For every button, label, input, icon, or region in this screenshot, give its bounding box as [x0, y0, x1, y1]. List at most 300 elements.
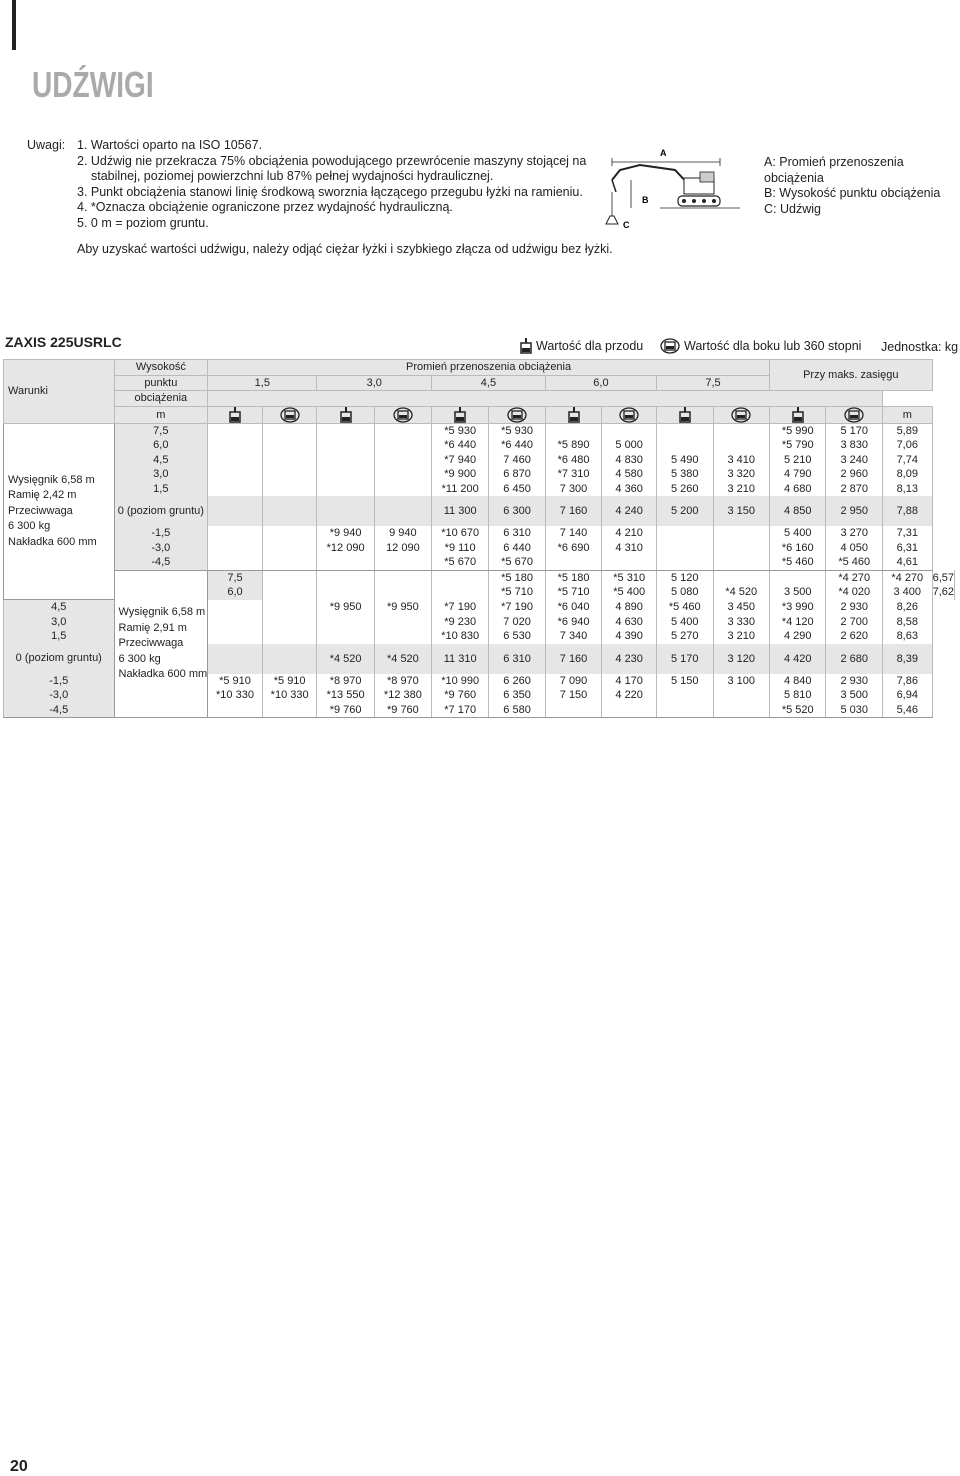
height-cell: 7,5 [114, 423, 208, 438]
table-row [4, 496, 955, 526]
value-cell: 5 200 [657, 496, 713, 526]
value-cell [317, 453, 374, 468]
value-cell [713, 555, 769, 570]
side-360-icon [602, 406, 657, 423]
value-cell: *4 520 [374, 644, 431, 674]
front-icon [770, 406, 826, 423]
value-cell: 3 830 [826, 438, 882, 453]
value-cell: *7 940 [432, 453, 489, 468]
value-cell: 4 310 [602, 541, 657, 556]
radius-6-0: 6,0 [545, 375, 656, 391]
height-cell: 4,5 [4, 600, 115, 615]
value-cell [374, 629, 431, 644]
value-cell [657, 703, 713, 718]
side-360-icon [374, 406, 431, 423]
value-cell: 3 210 [713, 629, 769, 644]
side-360-icon [262, 406, 317, 423]
value-cell [432, 585, 489, 600]
value-cell: 6,57 [932, 571, 954, 584]
value-cell: 12 090 [374, 541, 431, 556]
value-cell: 3 100 [713, 674, 769, 689]
value-cell: 6 300 [489, 496, 545, 526]
value-cell [262, 482, 317, 497]
value-cell: 2 700 [826, 615, 882, 630]
value-cell: 4 790 [770, 467, 826, 482]
value-cell: *5 180 [489, 570, 545, 585]
condition-line: Ramię 2,91 m [118, 621, 187, 634]
value-cell: 3 320 [713, 467, 769, 482]
value-cell: *5 930 [432, 423, 489, 438]
value-cell: *6 480 [545, 453, 601, 468]
value-cell: 3 500 [826, 688, 882, 703]
value-cell: 6,94 [882, 688, 932, 703]
max-reach-unit: m [882, 406, 932, 423]
value-cell [545, 423, 601, 438]
value-cell: 4 210 [602, 526, 657, 541]
value-cell: 7 160 [545, 496, 601, 526]
value-cell: 4 420 [770, 644, 826, 674]
value-cell: *7 190 [432, 600, 489, 615]
height-header-4: m [114, 406, 208, 423]
value-cell: *5 890 [545, 438, 601, 453]
value-cell: *9 110 [432, 541, 489, 556]
note-item: 3. Punkt obciążenia stanowi linię środkową sworznia łączącego przegubu łyżki na ramieniu. [77, 184, 583, 199]
table-row [4, 570, 955, 585]
height-cell: 3,0 [114, 467, 208, 482]
value-cell: 6,31 [882, 541, 932, 556]
value-cell [602, 703, 657, 718]
value-cell: 4 850 [770, 496, 826, 526]
value-cell [317, 482, 374, 497]
model-name: ZAXIS 225USRLC [5, 334, 122, 350]
value-cell: 6 450 [489, 482, 545, 497]
value-cell [317, 438, 374, 453]
value-cell: 3 330 [713, 615, 769, 630]
value-cell [770, 570, 826, 585]
value-cell: 5 170 [657, 644, 713, 674]
value-cell [374, 555, 431, 570]
value-cell: *8 970 [374, 674, 431, 689]
front-value-legend [520, 338, 643, 354]
value-cell [713, 703, 769, 718]
value-cell [657, 555, 713, 570]
radius-7-5: 7,5 [657, 375, 770, 391]
value-cell: 4 680 [770, 482, 826, 497]
notes-list [77, 138, 617, 231]
value-cell: 4 220 [602, 688, 657, 703]
value-cell: 5 400 [657, 615, 713, 630]
value-cell: *5 670 [489, 555, 545, 570]
value-cell [317, 467, 374, 482]
value-cell: *8 970 [317, 674, 374, 689]
value-cell: 4 170 [602, 674, 657, 689]
value-cell [208, 482, 263, 497]
radius-3-0: 3,0 [317, 375, 432, 391]
page-title: UDŹWIGI [32, 64, 154, 105]
value-cell: 6 260 [489, 674, 545, 689]
value-cell: 5 270 [657, 629, 713, 644]
diagram-legend [764, 155, 960, 217]
value-cell: 4 840 [770, 674, 826, 689]
table-row [4, 453, 955, 468]
value-cell [317, 496, 374, 526]
side-360-icon [489, 406, 545, 423]
note-item: 5. 0 m = poziom gruntu. [77, 215, 209, 230]
value-cell [317, 423, 374, 438]
value-cell [208, 423, 263, 438]
table-row [4, 482, 955, 497]
value-cell: 6 580 [489, 703, 545, 718]
value-cell [208, 438, 263, 453]
value-cell: 4 630 [602, 615, 657, 630]
value-cell: 5 490 [657, 453, 713, 468]
label-c: C [623, 220, 630, 230]
condition-line: Przeciwwaga [118, 637, 184, 649]
value-cell: 8,13 [882, 482, 932, 497]
value-cell: *5 670 [432, 555, 489, 570]
value-cell: *5 460 [657, 600, 713, 615]
value-cell: 7,86 [882, 674, 932, 689]
value-cell: *5 180 [545, 570, 601, 585]
value-cell [657, 423, 713, 438]
value-cell: 8,39 [882, 644, 932, 674]
value-cell [208, 600, 263, 615]
value-cell [374, 467, 431, 482]
side-360-icon [713, 406, 769, 423]
height-cell: -3,0 [4, 688, 115, 703]
value-cell: 7 300 [545, 482, 601, 497]
value-cell: *7 190 [489, 600, 545, 615]
height-cell: 1,5 [4, 629, 115, 644]
value-cell: 3 500 [770, 585, 826, 600]
value-cell: 2 930 [826, 674, 882, 689]
note-item: 4. *Oznacza obciążenie ograniczone przez wydajność hydrauliczną. [77, 200, 453, 214]
value-cell: 5 400 [770, 526, 826, 541]
value-cell: 2 680 [826, 644, 882, 674]
value-cell: *11 200 [432, 482, 489, 497]
radius-1-5: 1,5 [208, 375, 317, 391]
value-cell [208, 541, 263, 556]
front-icon [432, 406, 489, 423]
table-row [4, 526, 955, 541]
value-cell: *6 040 [545, 600, 601, 615]
value-cell: 7,06 [882, 438, 932, 453]
value-cell: 7,88 [882, 496, 932, 526]
radius-header: Promień przenoszenia obciążenia [208, 360, 770, 376]
value-cell: 6 440 [489, 541, 545, 556]
height-cell: 6,0 [114, 438, 208, 453]
value-cell [208, 703, 263, 718]
value-cell: *5 910 [208, 674, 263, 689]
value-cell: *7 170 [432, 703, 489, 718]
value-cell: *9 760 [317, 703, 374, 718]
conditions-header: Warunki [4, 360, 115, 424]
value-cell [713, 438, 769, 453]
table-row [4, 423, 955, 438]
value-cell [208, 453, 263, 468]
value-cell [317, 555, 374, 570]
value-cell [208, 555, 263, 570]
value-cell: *5 790 [770, 438, 826, 453]
value-cell [713, 688, 769, 703]
value-cell: 3 270 [826, 526, 882, 541]
value-cell [713, 570, 769, 585]
value-cell: 4 290 [770, 629, 826, 644]
value-cell: 4 230 [602, 644, 657, 674]
value-cell: *7 310 [545, 467, 601, 482]
value-cell: *6 690 [545, 541, 601, 556]
value-cell: *12 090 [317, 541, 374, 556]
value-cell [262, 438, 317, 453]
value-cell: *6 940 [545, 615, 601, 630]
value-cell: 9 940 [374, 526, 431, 541]
height-cell: 0 (poziom gruntu) [114, 496, 208, 526]
value-cell: 5 080 [657, 585, 713, 600]
value-cell [374, 496, 431, 526]
value-cell: *9 950 [374, 600, 431, 615]
value-cell [317, 615, 374, 630]
value-cell [374, 438, 431, 453]
value-cell: 11 310 [432, 644, 489, 674]
value-cell: 3 150 [713, 496, 769, 526]
subtract-note: Aby uzyskać wartości udźwigu, należy odjąć ciężar łyżki i szybkiego złącza od udźwigu bez łyżki. [77, 242, 613, 256]
value-cell [374, 570, 431, 585]
value-cell: *5 520 [770, 703, 826, 718]
value-cell: 5 210 [770, 453, 826, 468]
value-cell: *6 440 [432, 438, 489, 453]
value-cell [262, 541, 317, 556]
table-row [4, 541, 955, 556]
value-cell: *5 460 [770, 555, 826, 570]
value-cell [262, 423, 317, 438]
value-cell: *9 760 [432, 688, 489, 703]
value-cell: 7 150 [545, 688, 601, 703]
value-cell: 5 260 [657, 482, 713, 497]
value-cell: 3 240 [826, 453, 882, 468]
front-icon [520, 338, 532, 354]
value-cell [208, 467, 263, 482]
front-icon [317, 406, 374, 423]
value-cell: 4 390 [602, 629, 657, 644]
value-cell: 7,31 [882, 526, 932, 541]
value-cell: *6 160 [770, 541, 826, 556]
value-cell: 7 140 [545, 526, 601, 541]
height-cell: -4,5 [114, 555, 208, 570]
value-cell: 5 120 [657, 570, 713, 585]
value-cell: 6 350 [489, 688, 545, 703]
value-cell: *4 270 [882, 570, 932, 585]
value-cell [262, 555, 317, 570]
value-cell: 3 400 [882, 585, 932, 600]
height-header-1: Wysokość [114, 360, 208, 376]
value-cell [374, 615, 431, 630]
condition-line: 6 300 kg [118, 652, 161, 665]
condition-line: Ramię 2,42 m [8, 489, 77, 501]
value-cell: 3 210 [713, 482, 769, 497]
value-cell: 4 240 [602, 496, 657, 526]
value-cell: *5 910 [262, 674, 317, 689]
value-cell [657, 541, 713, 556]
value-cell: 5,89 [882, 423, 932, 438]
lift-capacity-table [3, 359, 955, 718]
value-cell: 4 360 [602, 482, 657, 497]
value-cell [657, 526, 713, 541]
value-cell: *10 990 [432, 674, 489, 689]
front-icon [657, 406, 713, 423]
value-cell: *4 520 [317, 644, 374, 674]
value-cell: *5 990 [770, 423, 826, 438]
notes-label: Uwagi: [27, 138, 66, 152]
height-cell: 3,0 [4, 615, 115, 630]
value-cell: 8,26 [882, 600, 932, 615]
value-cell: 7,62 [932, 586, 954, 599]
value-cell: *4 270 [826, 570, 882, 585]
value-cell: *9 950 [317, 600, 374, 615]
value-cell [208, 644, 263, 674]
value-cell [208, 496, 263, 526]
value-cell [432, 570, 489, 585]
value-cell: *12 380 [374, 688, 431, 703]
value-cell [317, 585, 374, 600]
value-cell: *10 330 [262, 688, 317, 703]
value-cell: 6 870 [489, 467, 545, 482]
value-cell [657, 438, 713, 453]
height-cell: -4,5 [4, 703, 115, 718]
value-cell [208, 615, 263, 630]
value-cell [602, 555, 657, 570]
value-cell [262, 570, 317, 585]
value-cell: 8,63 [882, 629, 932, 644]
front-label: Wartość dla przodu [536, 339, 644, 353]
height-header-3: obciążenia [114, 391, 208, 407]
height-cell: 7,5 [208, 570, 263, 585]
height-cell: 4,5 [114, 453, 208, 468]
value-cell [545, 555, 601, 570]
conditions-cell [4, 423, 115, 600]
value-cell: 7 090 [545, 674, 601, 689]
value-cell: *6 440 [489, 438, 545, 453]
value-cell: *5 400 [602, 585, 657, 600]
radius-4-5: 4,5 [432, 375, 546, 391]
value-cell: 5 170 [826, 423, 882, 438]
value-cell [713, 526, 769, 541]
value-cell [602, 423, 657, 438]
value-cell [713, 541, 769, 556]
value-cell [262, 703, 317, 718]
value-cell [374, 423, 431, 438]
conditions-cell [114, 570, 208, 718]
value-cell: 4,61 [882, 555, 932, 570]
max-reach-header: Przy maks. zasięgu [770, 360, 933, 391]
value-cell: *10 830 [432, 629, 489, 644]
condition-line: Wysięgnik 6,58 m [118, 606, 206, 618]
height-cell: -3,0 [114, 541, 208, 556]
value-cell: *9 760 [374, 703, 431, 718]
value-cell: 5 810 [770, 688, 826, 703]
table-row [4, 555, 955, 570]
value-cell: 7 340 [545, 629, 601, 644]
value-cell: *4 120 [770, 615, 826, 630]
value-cell [262, 467, 317, 482]
side-label: Wartość dla boku lub 360 stopni [684, 339, 862, 353]
condition-line: Przeciwwaga [8, 504, 73, 517]
value-cell: *4 520 [713, 585, 769, 600]
value-cell: 3 120 [713, 644, 769, 674]
value-cell: *9 940 [317, 526, 374, 541]
value-cell: 7,74 [882, 453, 932, 468]
condition-line: Nakładka 600 mm [8, 535, 97, 548]
excavator-diagram [600, 140, 750, 232]
front-icon [208, 406, 263, 423]
side-360-icon [826, 406, 882, 423]
legend-a: A: Promień przenoszenia obciążenia [764, 155, 904, 185]
value-cell [545, 703, 601, 718]
value-cell: 4 580 [602, 467, 657, 482]
value-cell [262, 615, 317, 630]
legend-b: B: Wysokość punktu obciążenia [764, 186, 941, 200]
label-a: A [660, 148, 667, 158]
note-item: 1. Wartości oparto na ISO 10567. [77, 138, 263, 152]
value-cell: *9 900 [432, 467, 489, 482]
value-cell: *5 710 [545, 585, 601, 600]
value-cell: *4 020 [826, 585, 882, 600]
value-cell [262, 526, 317, 541]
height-cell: 6,0 [208, 585, 263, 600]
value-cell [713, 423, 769, 438]
value-cell [208, 629, 263, 644]
value-cell: 2 870 [826, 482, 882, 497]
value-cell: 7 160 [545, 644, 601, 674]
value-cell: 7 460 [489, 453, 545, 468]
value-cell: *5 930 [489, 423, 545, 438]
side-value-legend [660, 338, 861, 354]
value-cell: 2 950 [826, 496, 882, 526]
value-cell: 4 050 [826, 541, 882, 556]
value-cell [374, 482, 431, 497]
value-cell: *9 230 [432, 615, 489, 630]
value-cell: 8,09 [882, 467, 932, 482]
value-cell: 5,46 [882, 703, 932, 718]
legend-c: C: Udźwig [764, 201, 821, 216]
value-cell: 5 380 [657, 467, 713, 482]
condition-line: 6 300 kg [8, 520, 51, 532]
value-cell: *10 330 [208, 688, 263, 703]
value-cell: *5 460 [826, 555, 882, 570]
value-cell: *3 990 [770, 600, 826, 615]
value-cell: 11 300 [432, 496, 489, 526]
value-cell [262, 453, 317, 468]
value-cell [657, 688, 713, 703]
value-cell: 5 030 [826, 703, 882, 718]
value-cell [262, 585, 317, 600]
label-b: B [642, 195, 649, 205]
value-cell: 8,58 [882, 615, 932, 630]
value-cell [208, 526, 263, 541]
front-icon [545, 406, 601, 423]
value-cell [262, 644, 317, 674]
condition-line: Wysięgnik 6,58 m [8, 473, 95, 486]
value-cell: 6 530 [489, 629, 545, 644]
table-row [4, 438, 955, 453]
page-number: 20 [10, 1458, 28, 1475]
value-cell: *10 670 [432, 526, 489, 541]
value-cell: 7 020 [489, 615, 545, 630]
height-cell: -1,5 [4, 674, 115, 689]
value-cell: *5 310 [602, 570, 657, 585]
value-cell [317, 629, 374, 644]
value-cell: 6 310 [489, 644, 545, 674]
value-cell [317, 570, 374, 585]
